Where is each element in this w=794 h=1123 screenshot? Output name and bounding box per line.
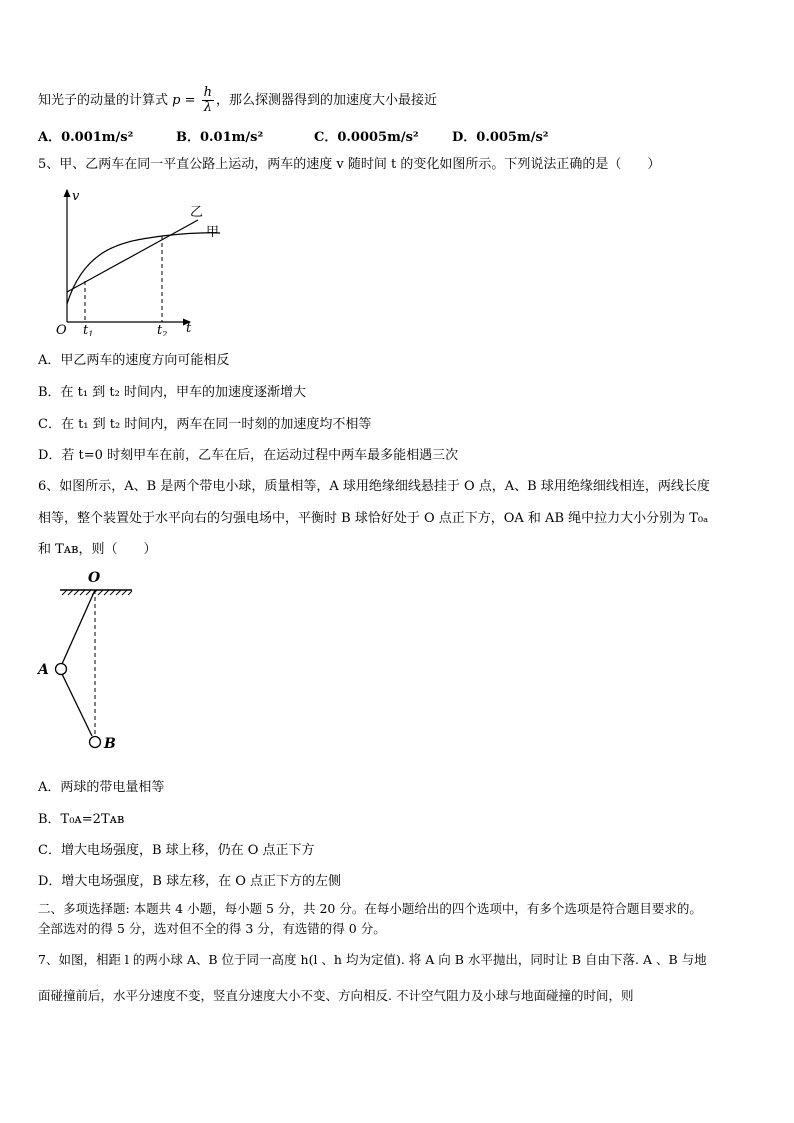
q6-option-b: B．T₀ᴀ=2Tᴀʙ [38,812,125,827]
q4-option-a: A．0.001m/s² [38,130,134,145]
q4-formula-fraction [202,86,214,115]
q6-stem-line1: 6、如图所示，A、B 是两个带电小球，质量相等，A 球用绝缘细线悬挂于 O 点，A、B 球用绝缘细线相连，两线长度 [38,479,710,494]
q5-option-b: B．在 t₁ 到 t₂ 时间内，甲车的加速度逐渐增大 [38,385,306,400]
q6-string-oa [62,590,95,664]
q4-formula-denominator: λ [203,100,212,115]
q4-option-c: C．0.0005m/s² [314,130,419,145]
q6-option-a: A．两球的带电量相等 [38,780,165,795]
q5-option-d: D．若 t=0 时刻甲车在前，乙车在后，在运动过程中两车最多能相遇三次 [38,448,459,463]
q6-ball-b [90,737,101,748]
q5-stem: 5、甲、乙两车在同一平直公路上运动，两车的速度 v 随时间 t 的变化如图所示。下列说法正确的是（ ） [38,157,661,172]
section2-line1: 二、多项选择题: 本题共 4 小题，每小题 5 分，共 20 分。在每小题给出的四个选项中，有多个选项是符合题目要求的。 [38,901,702,916]
q4-stem-pre: 知光子的动量的计算式 [38,93,169,108]
q6-label-a: A [38,662,49,678]
q5-t2-label: $t_2$ [157,323,168,336]
q5-option-a: A．甲乙两车的速度方向可能相反 [38,353,230,368]
q4-option-b: B．0.01m/s² [176,130,264,145]
q6-label-b: B [104,736,116,752]
q5-series-yi-label: 乙 [190,205,204,220]
q7-stem-line2: 面碰撞前后，水平分速度不变，竖直分速度大小不变、方向相反. 不计空气阻力及小球与地面碰撞的时间，则 [38,988,634,1003]
q6-option-d: D．增大电场强度，B 球左移，在 O 点正下方的左侧 [38,874,342,889]
q6-label-o: O [88,570,101,586]
q6-option-c: C．增大电场强度，B 球上移，仍在 O 点正下方 [38,843,315,858]
q6-ball-a [56,664,67,675]
q5-t-label: t [186,321,192,336]
q5-origin-label: O [56,323,67,336]
q5-vt-graph [50,186,290,336]
q4-formula-eq: = [180,93,200,108]
q6-pendulum-diagram [32,568,142,758]
q4-option-d: D．0.005m/s² [452,130,549,145]
q6-stem-line2: 相等，整个装置处于水平向右的匀强电场中，平衡时 B 球恰好处于 O 点正下方，OA 和 AB 绳中拉力大小分别为 T₀ₐ [38,511,709,526]
q6-stem-line3: 和 Tᴀʙ，则（ ） [38,542,157,557]
q7-stem-line1: 7、如图，相距 l 的两小球 A、B 位于同一高度 h(l 、h 均为定值). 将 A 向 B 水平抛出，同时让 B 自由下落. A 、B 与地 [38,952,707,967]
q4-formula-lhs: p [172,93,181,108]
q5-v-label: v [72,189,80,204]
q5-t1-label: $t_1$ [83,323,94,336]
q4-formula-numerator: h [203,85,213,100]
q4-stem-post: ，那么探测器得到的加速度大小最接近 [216,93,438,108]
q5-line-yi [67,220,198,292]
q5-curve-jia [67,233,220,304]
q5-option-c: C．在 t₁ 到 t₂ 时间内，两车在同一时刻的加速度均不相等 [38,417,372,432]
q5-series-jia-label: 甲 [206,225,220,240]
section2-line2: 全部选对的得 5 分，选对但不全的得 3 分，有选错的得 0 分。 [38,921,386,936]
q4-stem-line [38,86,437,115]
q6-string-ab [62,674,92,736]
